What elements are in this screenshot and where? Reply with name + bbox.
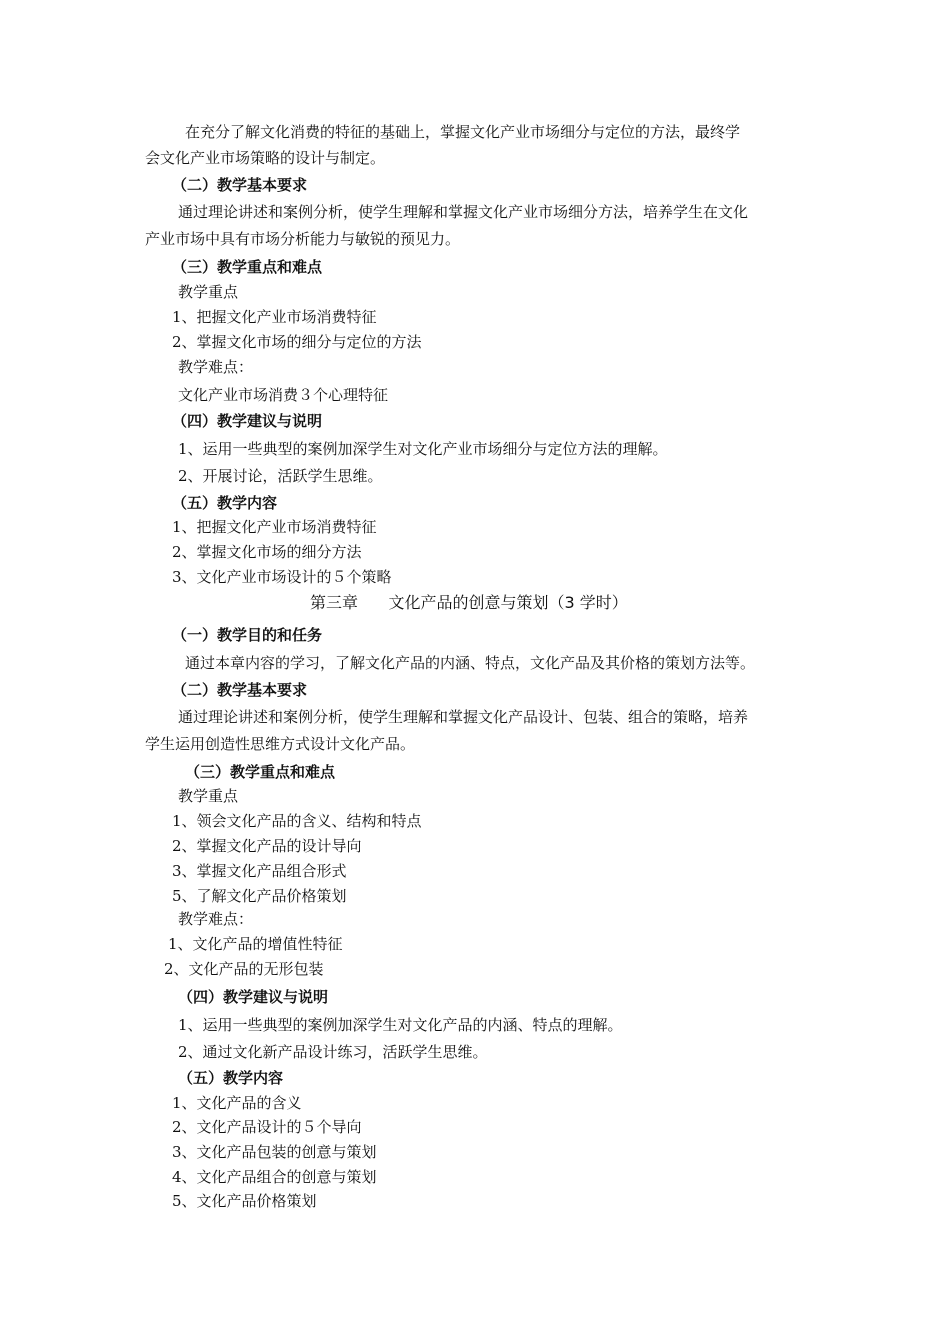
list-item: 5、了解文化产品价格策划 bbox=[172, 887, 347, 905]
difficulties-label: 教学难点： bbox=[178, 358, 254, 376]
list-item: 1、把握文化产业市场消费特征 bbox=[172, 308, 377, 326]
key-points-label: 教学重点 bbox=[178, 283, 239, 301]
chapter-title: 第三章 文化产品的创意与策划（3 学时） bbox=[310, 593, 628, 612]
section-heading-basic-requirements: （二）教学基本要求 bbox=[172, 681, 308, 699]
objectives-paragraph: 通过本章内容的学习，了解文化产品的内涵、特点，文化产品及其价格的策划方法等。 bbox=[185, 654, 756, 672]
section-heading-suggestions: （四）教学建议与说明 bbox=[172, 412, 323, 430]
list-item: 1、文化产品的含义 bbox=[172, 1094, 302, 1112]
section-heading-key-points: （三）教学重点和难点 bbox=[172, 258, 323, 276]
list-item: 2、掌握文化产品的设计导向 bbox=[172, 837, 362, 855]
section-heading-key-points: （三）教学重点和难点 bbox=[185, 763, 336, 781]
key-points-label: 教学重点 bbox=[178, 787, 239, 805]
list-item: 3、文化产品包装的创意与策划 bbox=[172, 1143, 377, 1161]
list-item: 2、掌握文化市场的细分与定位的方法 bbox=[172, 333, 422, 351]
section-heading-objectives: （一）教学目的和任务 bbox=[172, 626, 323, 644]
goal-paragraph-line-2: 会文化产业市场策略的设计与制定。 bbox=[145, 149, 386, 167]
list-item: 5、文化产品价格策划 bbox=[172, 1192, 317, 1210]
section-heading-content: （五）教学内容 bbox=[172, 494, 278, 512]
list-item: 1、把握文化产业市场消费特征 bbox=[172, 518, 377, 536]
list-item: 2、文化产品设计的５个导向 bbox=[172, 1118, 362, 1136]
list-item: 1、运用一些典型的案例加深学生对文化产品的内涵、特点的理解。 bbox=[178, 1016, 623, 1034]
section-heading-basic-requirements: （二）教学基本要求 bbox=[172, 176, 308, 194]
requirements-paragraph-line-2: 产业市场中具有市场分析能力与敏锐的预见力。 bbox=[145, 230, 461, 248]
list-item: 4、文化产品组合的创意与策划 bbox=[172, 1168, 377, 1186]
goal-paragraph-line-1: 在充分了解文化消费的特征的基础上，掌握文化产业市场细分与定位的方法，最终学 bbox=[185, 123, 741, 141]
requirements-paragraph-line-1: 通过理论讲述和案例分析，使学生理解和掌握文化产品设计、包装、组合的策略，培养 bbox=[178, 708, 749, 726]
list-item: 文化产业市场消费３个心理特征 bbox=[178, 386, 389, 404]
list-item: 3、掌握文化产品组合形式 bbox=[172, 862, 347, 880]
list-item: 2、掌握文化市场的细分方法 bbox=[172, 543, 362, 561]
requirements-paragraph-line-1: 通过理论讲述和案例分析，使学生理解和掌握文化产业市场细分方法，培养学生在文化 bbox=[178, 203, 749, 221]
section-heading-content: （五）教学内容 bbox=[178, 1069, 284, 1087]
list-item: 2、开展讨论，活跃学生思维。 bbox=[178, 467, 383, 485]
list-item: 2、通过文化新产品设计练习，活跃学生思维。 bbox=[178, 1043, 488, 1061]
list-item: 1、文化产品的增值性特征 bbox=[168, 935, 343, 953]
requirements-paragraph-line-2: 学生运用创造性思维方式设计文化产品。 bbox=[145, 735, 416, 753]
section-heading-suggestions: （四）教学建议与说明 bbox=[178, 988, 329, 1006]
difficulties-label: 教学难点： bbox=[178, 910, 254, 928]
list-item: 2、文化产品的无形包装 bbox=[164, 960, 324, 978]
list-item: 1、领会文化产品的含义、结构和特点 bbox=[172, 812, 422, 830]
list-item: 1、运用一些典型的案例加深学生对文化产业市场细分与定位方法的理解。 bbox=[178, 440, 668, 458]
list-item: 3、文化产业市场设计的５个策略 bbox=[172, 568, 392, 586]
